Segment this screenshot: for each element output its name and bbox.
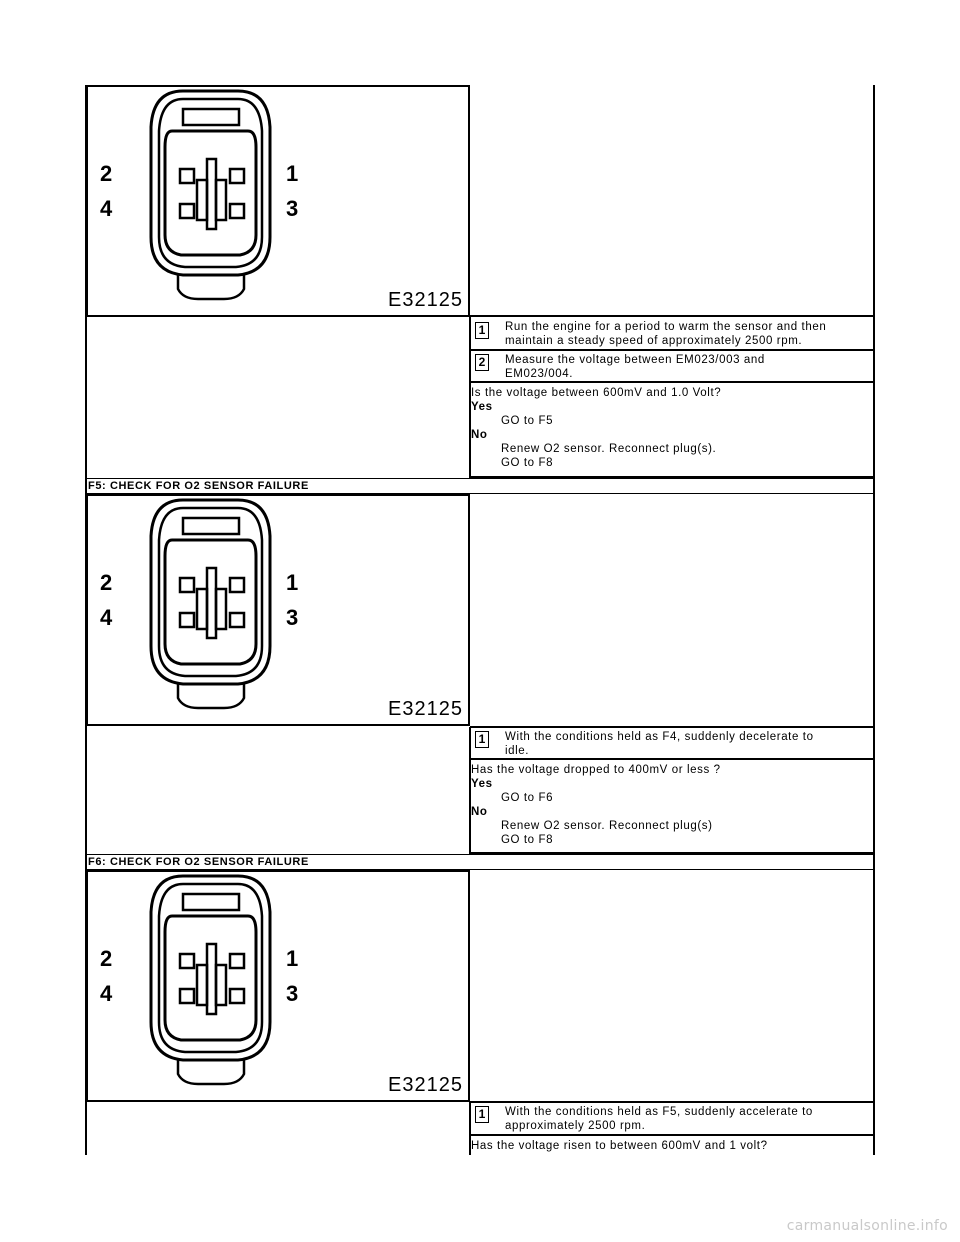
connector-figure-f5	[86, 494, 470, 726]
question-text: Is the voltage between 600mV and 1.0 Volt?	[471, 387, 722, 399]
no-label: No	[471, 429, 488, 441]
pin-label-4: 4	[100, 196, 113, 221]
row-line	[85, 854, 874, 855]
step-text	[505, 1105, 813, 1133]
step-text-line: With the conditions held as F4, suddenly decelerate to	[505, 731, 814, 743]
row-line	[470, 1101, 874, 1103]
step-text-line: idle.	[505, 745, 530, 757]
pin-label-3: 3	[286, 605, 299, 630]
row-line	[85, 478, 874, 479]
row-line	[470, 315, 874, 317]
no-action-goto[interactable]: GO to F8	[501, 834, 554, 846]
no-action: Renew O2 sensor. Reconnect plug(s).	[501, 443, 717, 455]
connector-diagram-icon	[88, 496, 468, 724]
pin-label-2: 2	[100, 946, 113, 971]
pin-label-2: 2	[100, 161, 113, 186]
yes-action[interactable]: GO to F5	[501, 415, 554, 427]
step-text	[505, 730, 814, 758]
step-text	[505, 320, 826, 348]
question-block	[471, 763, 721, 847]
pin-label-2: 2	[100, 570, 113, 595]
step-text-line: maintain a steady speed of approximately 2500 rpm.	[505, 335, 803, 347]
question-block	[471, 386, 721, 470]
section-heading-f6: F6: CHECK FOR O2 SENSOR FAILURE	[88, 856, 309, 868]
figure-label: E32125	[388, 289, 463, 311]
yes-label: Yes	[471, 778, 493, 790]
yes-label: Yes	[471, 401, 493, 413]
step-text-line: approximately 2500 rpm.	[505, 1120, 646, 1132]
connector-figure-f6	[86, 870, 470, 1102]
pin-label-3: 3	[286, 981, 299, 1006]
right-border	[873, 85, 875, 1155]
question-text: Has the voltage risen to between 600mV and 1 volt?	[471, 1140, 768, 1152]
row-line	[470, 758, 874, 760]
pin-label-3: 3	[286, 196, 299, 221]
step-text-line: Measure the voltage between EM023/003 and	[505, 354, 765, 366]
pin-label-4: 4	[100, 981, 113, 1006]
figure-label: E32125	[388, 698, 463, 720]
connector-diagram-icon	[88, 87, 468, 315]
step-text-line: Run the engine for a period to warm the sensor and then	[505, 321, 827, 333]
step-number: 1	[475, 322, 489, 339]
pin-label-4: 4	[100, 605, 113, 630]
connector-figure-a	[86, 85, 470, 317]
section-heading-f5: F5: CHECK FOR O2 SENSOR FAILURE	[88, 480, 309, 492]
no-label: No	[471, 806, 488, 818]
step-text-line: EM023/004.	[505, 368, 574, 380]
step-text	[505, 353, 765, 381]
pin-label-1: 1	[286, 570, 299, 595]
yes-action[interactable]: GO to F6	[501, 792, 554, 804]
pin-label-1: 1	[286, 161, 299, 186]
step-number: 1	[475, 731, 489, 748]
row-line	[470, 1134, 874, 1136]
question-text: Has the voltage dropped to 400mV or less ?	[471, 764, 721, 776]
no-action: Renew O2 sensor. Reconnect plug(s)	[501, 820, 713, 832]
row-line	[470, 381, 874, 383]
step-number: 2	[475, 354, 489, 371]
figure-label: E32125	[388, 1074, 463, 1096]
watermark-footer: carmanualsonline.info	[786, 1218, 948, 1234]
no-action-goto[interactable]: GO to F8	[501, 457, 554, 469]
connector-diagram-icon	[88, 872, 468, 1100]
step-text-line: With the conditions held as F5, suddenly accelerate to	[505, 1106, 813, 1118]
row-line	[470, 726, 874, 728]
row-line	[470, 349, 874, 351]
pin-label-1: 1	[286, 946, 299, 971]
step-number: 1	[475, 1106, 489, 1123]
